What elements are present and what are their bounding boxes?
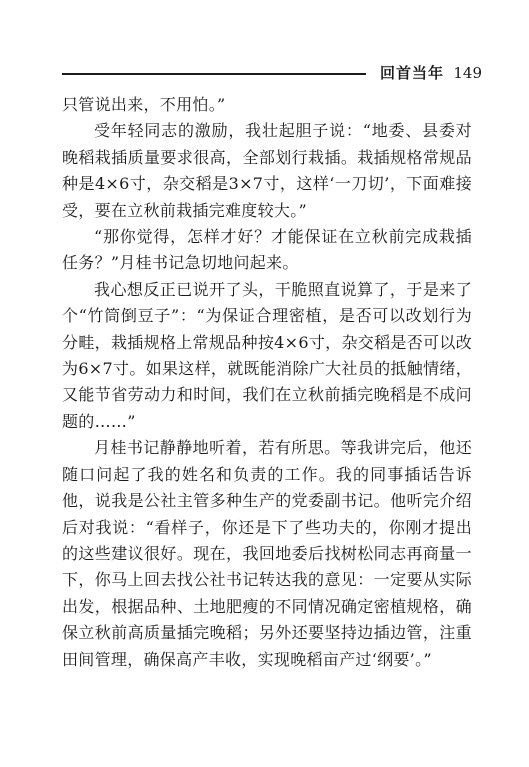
paragraph: 我心想反正已说开了头，干脆照直说算了，于是来了个“竹筒倒豆子”：“为保证合理密植，是否可以改划行为分畦，栽插规格上常规品种按4×6寸，杂交稻是否可以改为6×7寸。如果这样，就既能消除广大社员的抵触情绪，又能节省劳动力和时间，我们在立秋前插完晚稻是不成问题的……” xyxy=(62,279,472,431)
header-rule xyxy=(62,73,366,75)
paragraph: “那你觉得，怎样才好？才能保证在立秋前完成栽插任务？”月桂书记急切地问起来。 xyxy=(62,227,472,273)
running-title: 回首当年 xyxy=(380,64,445,82)
paragraph: 只管说出来，不用怕。” xyxy=(62,95,226,114)
page-number: 149 xyxy=(453,64,482,82)
paragraph: 受年轻同志的激励，我壮起胆子说：“地委、县委对晚稻栽插质量要求很高，全部划行栽插。栽插规格常规品种是4×6寸，杂交稻是3×7寸，这样‘一刀切’，下面难接受，要在立秋前栽插完难度较大。” xyxy=(62,121,472,220)
body-text xyxy=(62,92,472,673)
paragraph: 月桂书记静静地听着，若有所思。等我讲完后，他还随口问起了我的姓名和负责的工作。我的同事插话告诉他，说我是公社主管多种生产的党委副书记。他听完介绍后对我说：“看样子，你还是下了些功夫的，你刚才提出的这些建议很好。现在，我回地委后找树松同志再商量一下，你马上回去找公社书记转达我的意见：一定要从实际出发，根据品种、土地肥瘦的不同情况确定密植规格，确保立秋前高质量插完晚稻；另外还要坚持边插边管，注重田间管理，确保高产丰收，实现晚稻亩产过‘纲要’。” xyxy=(62,438,472,669)
running-header xyxy=(62,62,482,84)
